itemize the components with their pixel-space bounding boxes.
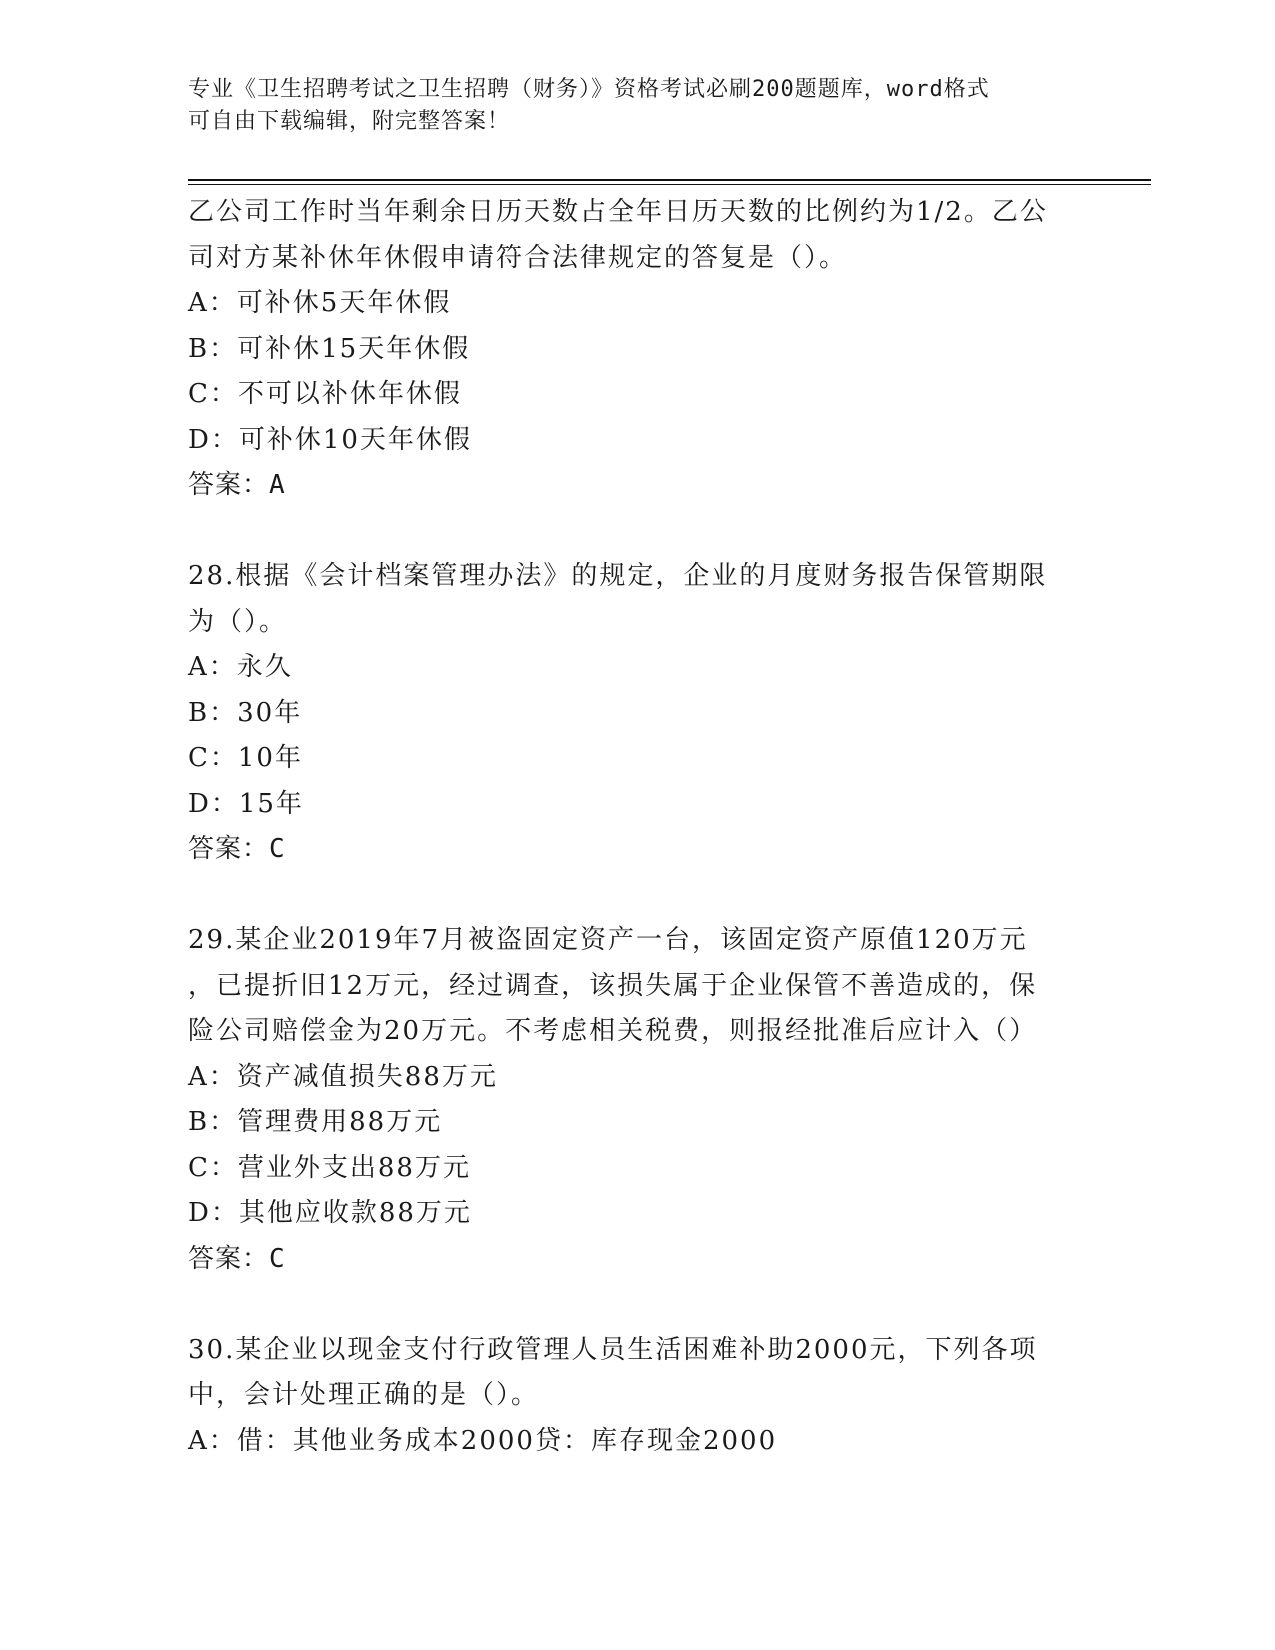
- option-a: A：借：其他业务成本2000贷：库存现金2000: [188, 1425, 778, 1456]
- answer-line: [188, 1237, 1088, 1283]
- answer-label: 答案：: [188, 470, 270, 500]
- option-a: A：可补休5天年休假: [188, 288, 452, 318]
- option-b: B：可补休15天年休假: [188, 333, 471, 364]
- header-title-line-2: 可自由下载编辑，附完整答案！: [188, 109, 511, 134]
- question-stem-line: 29.某企业2019年7月被盗固定资产一台，该固定资产原值120万元: [188, 925, 1028, 955]
- question-stem-line: 中，会计处理正确的是（）。: [188, 1380, 540, 1410]
- header-title-line-1: 专业《卫生招聘考试之卫生招聘（财务）》资格考试必刷200题题库，word格式: [188, 77, 990, 102]
- question-27: [188, 190, 1088, 509]
- answer-line: [188, 827, 1088, 873]
- option-d: D：可补休10天年休假: [188, 424, 472, 455]
- option-d: D：15年: [188, 788, 304, 819]
- option-c: C：不可以补休年休假: [188, 379, 462, 409]
- answer-line: [188, 463, 1088, 509]
- question-29: [188, 918, 1088, 1282]
- question-28: [188, 554, 1088, 873]
- option-b: B：管理费用88万元: [188, 1107, 443, 1137]
- question-stem-line: 28.根据《会计档案管理办法》的规定，企业的月度财务报告保管期限: [188, 561, 1048, 591]
- option-c: C：营业外支出88万元: [188, 1152, 471, 1183]
- spacer: [188, 509, 1088, 555]
- header-divider-thin: [188, 184, 1151, 185]
- question-stem-line: 乙公司工作时当年剩余日历天数占全年日历天数的比例约为1/2。乙公: [188, 197, 1048, 227]
- answer-label: 答案：: [188, 834, 270, 864]
- question-content: [188, 190, 1088, 1464]
- option-a: A：永久: [188, 652, 293, 682]
- option-a: A：资产减值损失88万元: [188, 1061, 498, 1092]
- question-stem-line: 司对方某补休年休假申请符合法律规定的答复是（）。: [188, 242, 848, 273]
- question-stem-line: 险公司赔偿金为20万元。不考虑相关税费，则报经批准后应计入（）: [188, 1016, 1038, 1046]
- option-c: C：10年: [188, 743, 303, 773]
- header-divider-thick: [188, 179, 1151, 181]
- spacer: [188, 1282, 1088, 1328]
- answer-value: C: [269, 834, 286, 864]
- answer-value: A: [269, 470, 286, 500]
- spacer: [188, 873, 1088, 919]
- question-30: [188, 1328, 1088, 1465]
- answer-label: 答案：: [188, 1243, 270, 1274]
- document-header: [188, 74, 1088, 138]
- question-stem-line: 30.某企业以现金支付行政管理人员生活困难补助2000元，下列各项: [188, 1334, 1038, 1365]
- question-stem-line: ，已提折旧12万元，经过调查，该损失属于企业保管不善造成的，保: [188, 970, 1038, 1001]
- question-stem-line: 为（）。: [188, 606, 288, 637]
- option-b: B：30年: [188, 697, 303, 728]
- option-d: D：其他应收款88万元: [188, 1198, 472, 1228]
- answer-value: C: [269, 1243, 286, 1274]
